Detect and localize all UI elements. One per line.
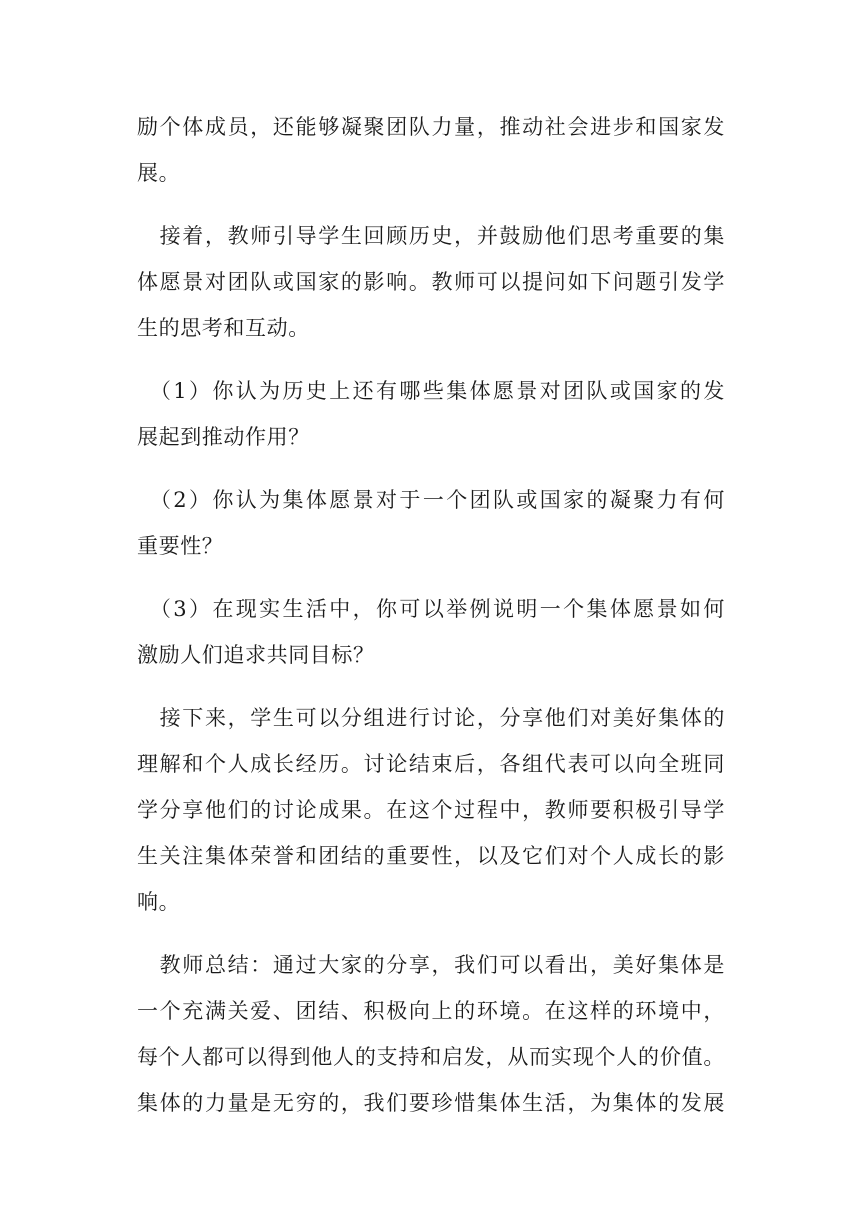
- text-line: 接下来，学生可以分组进行讨论，分享他们对美好集体的: [137, 706, 725, 730]
- paragraph-gap: [137, 460, 725, 477]
- text-line: 展起到推动作用？: [137, 425, 310, 449]
- text-line: （3）在现实生活中，你可以举例说明一个集体愿景如何: [137, 597, 725, 621]
- paragraph-summary: [137, 942, 725, 1126]
- paragraph-gap: [137, 678, 725, 695]
- text-line: 教师总结：通过大家的分享，我们可以看出，美好集体是: [137, 953, 725, 977]
- paragraph-gap: [137, 569, 725, 586]
- text-line: 理解和个人成长经历。讨论结束后，各组代表可以向全班同: [137, 752, 725, 776]
- text-line: （1）你认为历史上还有哪些集体愿景对团队或国家的发: [137, 379, 725, 403]
- text-line: 生关注集体荣誉和团结的重要性，以及它们对个人成长的影: [137, 844, 725, 868]
- text-line: 接着，教师引导学生回顾历史，并鼓励他们思考重要的集: [137, 224, 725, 248]
- text-line: 体愿景对团队或国家的影响。教师可以提问如下问题引发学: [137, 270, 725, 294]
- text-line: 励个体成员，还能够凝聚团队力量，推动社会进步和国家发: [137, 115, 725, 139]
- paragraph-gap: [137, 196, 725, 213]
- text-line: 激励人们追求共同目标？: [137, 643, 375, 667]
- paragraph-question-3: [137, 586, 725, 678]
- text-line: 每个人都可以得到他人的支持和启发，从而实现个人的价值。: [137, 1045, 725, 1069]
- paragraph-question-1: [137, 368, 725, 460]
- text-line: 生的思考和互动。: [137, 316, 310, 340]
- paragraph-2: [137, 213, 725, 351]
- text-line: 重要性？: [137, 534, 224, 558]
- text-line: 响。: [137, 890, 181, 914]
- paragraph-discussion: [137, 695, 725, 925]
- document-body: [137, 104, 725, 1126]
- paragraph-1: [137, 104, 725, 196]
- paragraph-question-2: [137, 477, 725, 569]
- text-line: 展。: [137, 161, 181, 185]
- text-line: 一个充满关爱、团结、积极向上的环境。在这样的环境中，: [137, 999, 725, 1023]
- paragraph-gap: [137, 925, 725, 942]
- text-line: 集体的力量是无穷的，我们要珍惜集体生活，为集体的发展: [137, 1091, 725, 1115]
- text-line: （2）你认为集体愿景对于一个团队或国家的凝聚力有何: [137, 488, 725, 512]
- text-line: 学分享他们的讨论成果。在这个过程中，教师要积极引导学: [137, 798, 725, 822]
- paragraph-gap: [137, 351, 725, 368]
